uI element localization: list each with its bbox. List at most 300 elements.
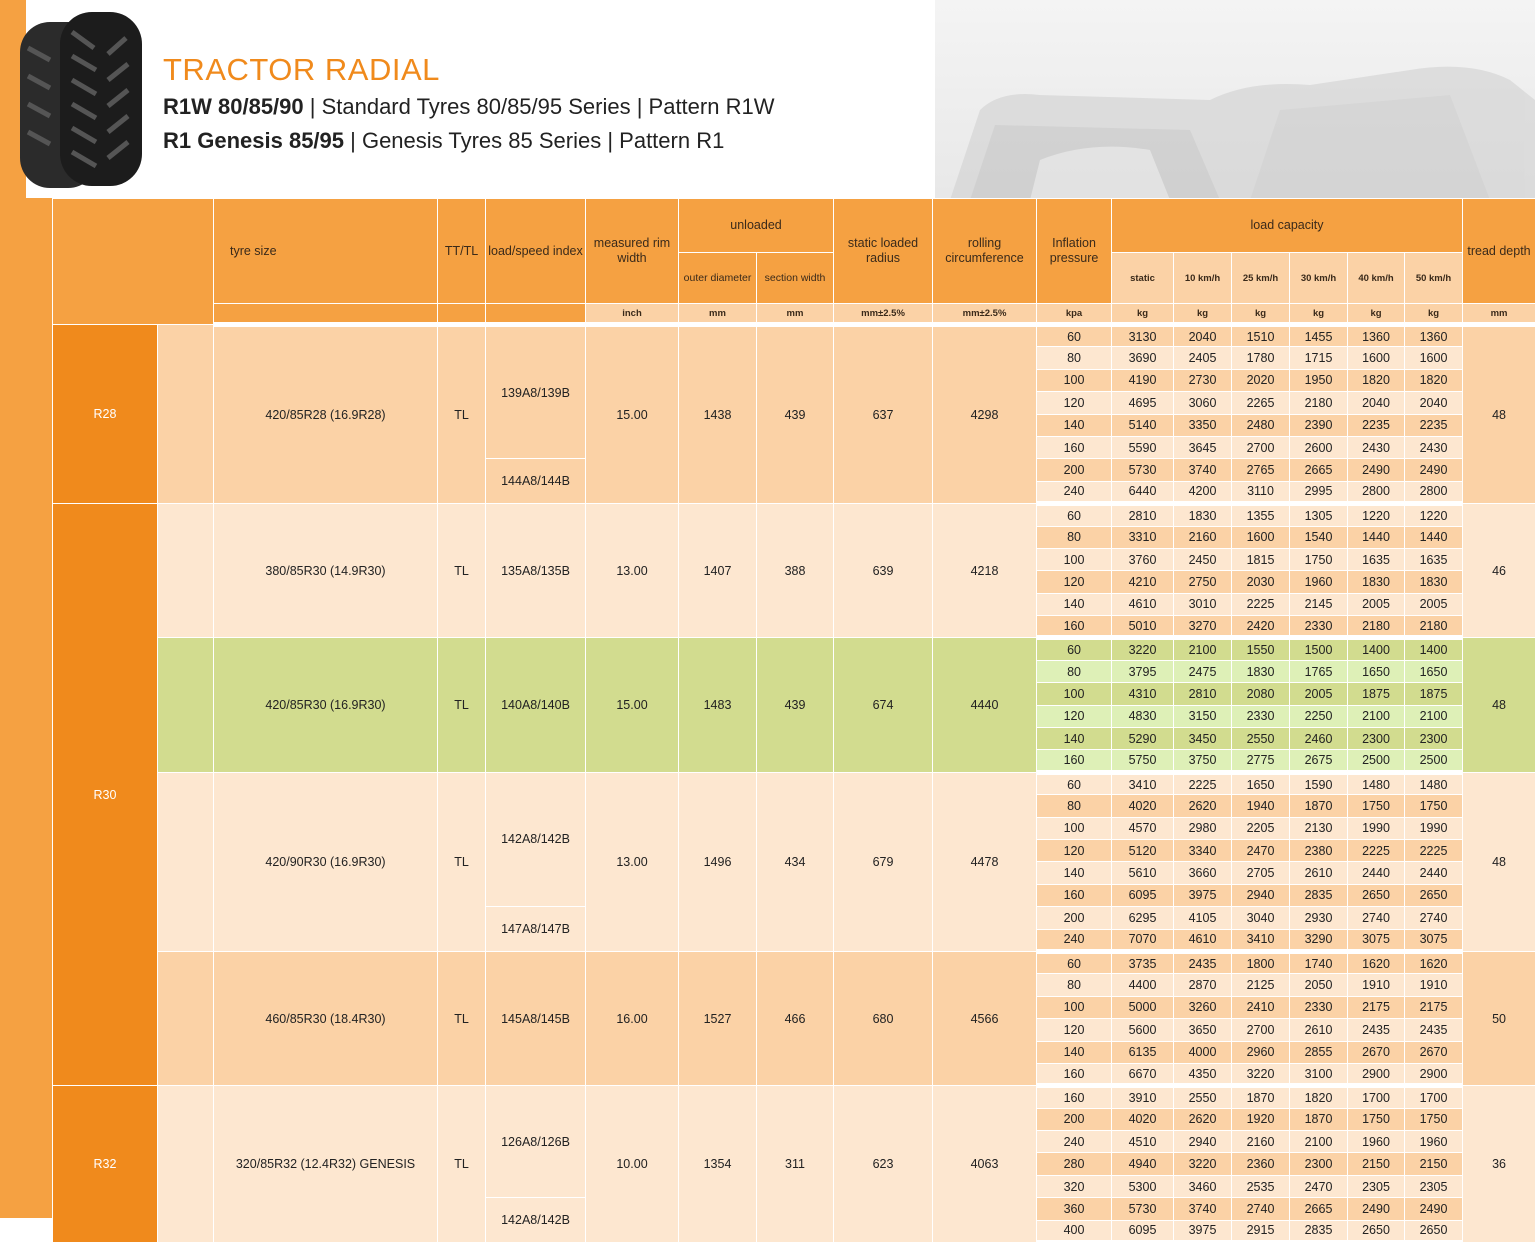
load-capacity-value: 3735: [1112, 951, 1174, 973]
load-capacity-value: 1650: [1232, 772, 1290, 794]
load-capacity-value: 1360: [1405, 325, 1463, 347]
load-capacity-value: 5590: [1112, 436, 1174, 458]
load-capacity-value: 1480: [1348, 772, 1405, 794]
load-capacity-value: 2175: [1348, 996, 1405, 1018]
pressure-value: 140: [1037, 862, 1112, 884]
tyre-size-value: 420/90R30 (16.9R30): [214, 772, 438, 951]
load-capacity-value: 1400: [1348, 638, 1405, 660]
load-capacity-value: 3410: [1112, 772, 1174, 794]
rim-size-label: R32: [53, 1086, 158, 1243]
load-capacity-value: 2410: [1232, 996, 1290, 1018]
load-capacity-value: 2145: [1290, 593, 1348, 615]
col-outer-diameter: outer diameter: [679, 253, 757, 304]
unit-blank-size: [214, 304, 438, 325]
unit-load-30: kg: [1290, 304, 1348, 325]
section-width-value: 434: [757, 772, 834, 951]
load-capacity-value: 4210: [1112, 571, 1174, 593]
load-capacity-value: 2380: [1290, 839, 1348, 861]
load-capacity-value: 6095: [1112, 884, 1174, 906]
pressure-value: 320: [1037, 1175, 1112, 1197]
load-capacity-value: 3660: [1174, 862, 1232, 884]
load-capacity-value: 1700: [1348, 1086, 1405, 1108]
load-capacity-value: 2980: [1174, 817, 1232, 839]
unit-load-25: kg: [1232, 304, 1290, 325]
load-capacity-value: 1455: [1290, 325, 1348, 347]
load-capacity-value: 1830: [1348, 571, 1405, 593]
pressure-value: 60: [1037, 325, 1112, 347]
load-capacity-value: 2995: [1290, 481, 1348, 503]
load-capacity-value: 2005: [1290, 683, 1348, 705]
load-capacity-value: 2435: [1405, 1019, 1463, 1041]
load-capacity-value: 2180: [1348, 616, 1405, 638]
pressure-value: 280: [1037, 1153, 1112, 1175]
pressure-value: 240: [1037, 1131, 1112, 1153]
load-capacity-value: 3740: [1174, 459, 1232, 481]
pressure-value: 120: [1037, 392, 1112, 414]
load-capacity-value: 3100: [1290, 1063, 1348, 1085]
load-capacity-value: 2100: [1174, 638, 1232, 660]
load-capacity-value: 1440: [1348, 526, 1405, 548]
load-capacity-value: 2650: [1348, 884, 1405, 906]
unit-load-40: kg: [1348, 304, 1405, 325]
load-capacity-value: 3075: [1348, 929, 1405, 951]
pressure-value: 80: [1037, 526, 1112, 548]
load-capacity-value: 4350: [1174, 1063, 1232, 1085]
load-capacity-value: 1620: [1405, 951, 1463, 973]
load-capacity-value: 3740: [1174, 1198, 1232, 1220]
load-capacity-value: 1500: [1290, 638, 1348, 660]
load-capacity-value: 4570: [1112, 817, 1174, 839]
rolling-circumference-value: 4298: [933, 325, 1037, 504]
load-capacity-value: 2810: [1174, 683, 1232, 705]
rolling-circumference-value: 4440: [933, 638, 1037, 772]
load-capacity-value: 3110: [1232, 481, 1290, 503]
load-capacity-value: 2300: [1290, 1153, 1348, 1175]
load-capacity-value: 1820: [1348, 369, 1405, 391]
load-capacity-value: 2730: [1174, 369, 1232, 391]
load-capacity-value: 2330: [1290, 996, 1348, 1018]
load-capacity-value: 3795: [1112, 660, 1174, 682]
load-capacity-value: 1400: [1405, 638, 1463, 660]
load-index-value: 140A8/140B: [486, 638, 586, 772]
left-orange-sidebar: [0, 198, 52, 1218]
section-width-value: 388: [757, 504, 834, 638]
load-capacity-value: 2930: [1290, 907, 1348, 929]
load-capacity-value: 4610: [1174, 929, 1232, 951]
pressure-value: 100: [1037, 996, 1112, 1018]
pressure-value: 100: [1037, 817, 1112, 839]
tread-depth-value: 36: [1463, 1086, 1536, 1243]
load-capacity-value: 3410: [1232, 929, 1290, 951]
load-capacity-value: 1620: [1348, 951, 1405, 973]
load-capacity-value: 1220: [1348, 504, 1405, 526]
load-capacity-value: 2855: [1290, 1041, 1348, 1063]
col-speed-25: 25 km/h: [1232, 253, 1290, 304]
load-capacity-value: 3750: [1174, 750, 1232, 772]
pressure-value: 80: [1037, 974, 1112, 996]
load-capacity-value: 5140: [1112, 414, 1174, 436]
load-capacity-value: 1910: [1405, 974, 1463, 996]
load-capacity-value: 2535: [1232, 1175, 1290, 1197]
load-capacity-value: 2225: [1174, 772, 1232, 794]
load-capacity-value: 2600: [1290, 436, 1348, 458]
pressure-value: 140: [1037, 1041, 1112, 1063]
blank-spacer-cell: [158, 504, 214, 638]
subtitle-2-rest: | Genesis Tyres 85 Series | Pattern R1: [344, 128, 725, 153]
tyre-spec-table: [52, 198, 1536, 1245]
load-capacity-value: 2900: [1405, 1063, 1463, 1085]
col-load-capacity: load capacity: [1112, 199, 1463, 253]
pressure-value: 160: [1037, 1086, 1112, 1108]
load-capacity-value: 2740: [1348, 907, 1405, 929]
load-capacity-value: 5290: [1112, 728, 1174, 750]
outer-diameter-value: 1496: [679, 772, 757, 951]
load-index-value: 142A8/142B: [486, 1198, 586, 1243]
load-capacity-value: 2490: [1348, 1198, 1405, 1220]
load-capacity-value: 4695: [1112, 392, 1174, 414]
load-capacity-value: 3450: [1174, 728, 1232, 750]
page-header: [0, 0, 1535, 198]
outer-diameter-value: 1407: [679, 504, 757, 638]
load-capacity-value: 1715: [1290, 347, 1348, 369]
col-speed-static: static: [1112, 253, 1174, 304]
load-capacity-value: 3460: [1174, 1175, 1232, 1197]
load-capacity-value: 3260: [1174, 996, 1232, 1018]
load-capacity-value: 2305: [1405, 1175, 1463, 1197]
load-capacity-value: 3220: [1174, 1153, 1232, 1175]
load-capacity-value: 2700: [1232, 436, 1290, 458]
load-capacity-value: 2020: [1232, 369, 1290, 391]
load-capacity-value: 3690: [1112, 347, 1174, 369]
load-capacity-value: 6295: [1112, 907, 1174, 929]
load-capacity-value: 1750: [1405, 795, 1463, 817]
subtitle-2-bold: R1 Genesis 85/95: [163, 128, 345, 153]
pressure-value: 80: [1037, 347, 1112, 369]
load-capacity-value: 1510: [1232, 325, 1290, 347]
load-capacity-value: 1960: [1348, 1131, 1405, 1153]
load-capacity-value: 2650: [1405, 884, 1463, 906]
load-capacity-value: 1830: [1232, 660, 1290, 682]
outer-diameter-value: 1438: [679, 325, 757, 504]
load-capacity-value: 2435: [1348, 1019, 1405, 1041]
load-capacity-value: 3150: [1174, 705, 1232, 727]
unit-load-50: kg: [1405, 304, 1463, 325]
rim-size-label: R30: [53, 504, 158, 1086]
load-capacity-value: 2330: [1232, 705, 1290, 727]
load-capacity-value: 2100: [1405, 705, 1463, 727]
table-row: [53, 504, 1536, 526]
load-capacity-value: 1950: [1290, 369, 1348, 391]
load-capacity-value: 2675: [1290, 750, 1348, 772]
load-capacity-value: 2550: [1232, 728, 1290, 750]
load-capacity-value: 2050: [1290, 974, 1348, 996]
load-capacity-value: 2800: [1348, 481, 1405, 503]
tread-depth-value: 48: [1463, 638, 1536, 772]
load-capacity-value: 4400: [1112, 974, 1174, 996]
loaded-radius-value: 639: [834, 504, 933, 638]
pressure-value: 160: [1037, 1063, 1112, 1085]
load-capacity-value: 2470: [1290, 1175, 1348, 1197]
load-capacity-value: 4610: [1112, 593, 1174, 615]
load-index-value: 126A8/126B: [486, 1086, 586, 1198]
load-capacity-value: 1740: [1290, 951, 1348, 973]
load-capacity-value: 5730: [1112, 1198, 1174, 1220]
table-row: [53, 638, 1536, 660]
load-capacity-value: 1440: [1405, 526, 1463, 548]
load-capacity-value: 2265: [1232, 392, 1290, 414]
load-capacity-value: 2305: [1348, 1175, 1405, 1197]
load-capacity-value: 4020: [1112, 795, 1174, 817]
rim-width-value: 16.00: [586, 951, 679, 1085]
unit-radius: mm±2.5%: [834, 304, 933, 325]
pressure-value: 120: [1037, 571, 1112, 593]
load-capacity-value: 2130: [1290, 817, 1348, 839]
section-width-value: 439: [757, 638, 834, 772]
load-capacity-value: 2460: [1290, 728, 1348, 750]
pressure-value: 200: [1037, 459, 1112, 481]
unit-section: mm: [757, 304, 834, 325]
subtitle-line-1: [163, 94, 774, 120]
load-capacity-value: 3060: [1174, 392, 1232, 414]
subtitle-1-rest: | Standard Tyres 80/85/95 Series | Pattern R1W: [303, 94, 775, 119]
col-tt-tl: TT/TL: [438, 199, 486, 304]
load-capacity-value: 2940: [1174, 1131, 1232, 1153]
load-capacity-value: 1815: [1232, 548, 1290, 570]
pressure-value: 200: [1037, 1108, 1112, 1130]
col-rolling-circumference: rolling circumference: [933, 199, 1037, 304]
load-capacity-value: 2150: [1348, 1153, 1405, 1175]
pressure-value: 60: [1037, 504, 1112, 526]
load-capacity-value: 2835: [1290, 884, 1348, 906]
pressure-value: 400: [1037, 1220, 1112, 1242]
load-index-value: 142A8/142B: [486, 772, 586, 906]
load-capacity-value: 5730: [1112, 459, 1174, 481]
unit-load-10: kg: [1174, 304, 1232, 325]
load-capacity-value: 1600: [1405, 347, 1463, 369]
load-capacity-value: 2740: [1232, 1198, 1290, 1220]
unit-blank-index: [486, 304, 586, 325]
blank-spacer-cell: [158, 638, 214, 772]
load-capacity-value: 2160: [1174, 526, 1232, 548]
load-capacity-value: 2300: [1405, 728, 1463, 750]
load-capacity-value: 2470: [1232, 839, 1290, 861]
load-capacity-value: 6440: [1112, 481, 1174, 503]
loaded-radius-value: 679: [834, 772, 933, 951]
load-index-value: 139A8/139B: [486, 325, 586, 459]
load-capacity-value: 3975: [1174, 884, 1232, 906]
col-tyre-size: tyre size: [214, 199, 438, 304]
load-capacity-value: 2450: [1174, 548, 1232, 570]
load-capacity-value: 2490: [1405, 1198, 1463, 1220]
unit-outer: mm: [679, 304, 757, 325]
col-inflation-pressure: Inflation pressure: [1037, 199, 1112, 304]
load-capacity-value: 1990: [1348, 817, 1405, 839]
load-capacity-value: 2250: [1290, 705, 1348, 727]
load-capacity-value: 2040: [1348, 392, 1405, 414]
load-capacity-value: 3075: [1405, 929, 1463, 951]
outer-diameter-value: 1354: [679, 1086, 757, 1243]
outer-diameter-value: 1483: [679, 638, 757, 772]
pressure-value: 160: [1037, 436, 1112, 458]
col-speed-30: 30 km/h: [1290, 253, 1348, 304]
pressure-value: 120: [1037, 705, 1112, 727]
load-capacity-value: 2670: [1348, 1041, 1405, 1063]
tyre-size-value: 420/85R30 (16.9R30): [214, 638, 438, 772]
table-row: [53, 325, 1536, 347]
load-capacity-value: 3220: [1112, 638, 1174, 660]
load-capacity-value: 1750: [1348, 795, 1405, 817]
blank-spacer-cell: [158, 772, 214, 951]
load-capacity-value: 2005: [1405, 593, 1463, 615]
load-capacity-value: 2005: [1348, 593, 1405, 615]
load-capacity-value: 2225: [1405, 839, 1463, 861]
load-capacity-value: 2205: [1232, 817, 1290, 839]
load-capacity-value: 2440: [1348, 862, 1405, 884]
load-capacity-value: 3350: [1174, 414, 1232, 436]
load-capacity-value: 2915: [1232, 1220, 1290, 1242]
load-capacity-value: 7070: [1112, 929, 1174, 951]
section-width-value: 311: [757, 1086, 834, 1243]
load-capacity-value: 2500: [1348, 750, 1405, 772]
col-section-width: section width: [757, 253, 834, 304]
load-capacity-value: 2100: [1348, 705, 1405, 727]
blank-spacer-cell: [158, 1086, 214, 1243]
load-capacity-value: 3975: [1174, 1220, 1232, 1242]
load-capacity-value: 1590: [1290, 772, 1348, 794]
load-capacity-value: 2420: [1232, 616, 1290, 638]
load-capacity-value: 1600: [1232, 526, 1290, 548]
load-capacity-value: 1305: [1290, 504, 1348, 526]
load-capacity-value: 3040: [1232, 907, 1290, 929]
pressure-value: 60: [1037, 772, 1112, 794]
load-capacity-value: 2650: [1405, 1220, 1463, 1242]
load-capacity-value: 2475: [1174, 660, 1232, 682]
pressure-value: 160: [1037, 884, 1112, 906]
load-capacity-value: 1960: [1290, 571, 1348, 593]
load-capacity-value: 2160: [1232, 1131, 1290, 1153]
load-capacity-value: 1700: [1405, 1086, 1463, 1108]
rim-width-value: 15.00: [586, 638, 679, 772]
tt-tl-value: TL: [438, 504, 486, 638]
load-capacity-value: 2225: [1348, 839, 1405, 861]
tt-tl-value: TL: [438, 1086, 486, 1243]
load-capacity-value: 1920: [1232, 1108, 1290, 1130]
load-capacity-value: 4830: [1112, 705, 1174, 727]
load-capacity-value: 2620: [1174, 1108, 1232, 1130]
load-capacity-value: 2765: [1232, 459, 1290, 481]
load-capacity-value: 1940: [1232, 795, 1290, 817]
col-speed-10: 10 km/h: [1174, 253, 1232, 304]
tyre-size-value: 320/85R32 (12.4R32) GENESIS: [214, 1086, 438, 1243]
tread-depth-value: 46: [1463, 504, 1536, 638]
load-capacity-value: 2610: [1290, 1019, 1348, 1041]
rim-width-value: 15.00: [586, 325, 679, 504]
load-capacity-value: 2180: [1290, 392, 1348, 414]
col-static-loaded-radius: static loaded radius: [834, 199, 933, 304]
table-row: [53, 772, 1536, 794]
load-capacity-value: 2435: [1174, 951, 1232, 973]
load-capacity-value: 1765: [1290, 660, 1348, 682]
unit-circ: mm±2.5%: [933, 304, 1037, 325]
load-capacity-value: 1550: [1232, 638, 1290, 660]
load-capacity-value: 2235: [1405, 414, 1463, 436]
load-capacity-value: 1800: [1232, 951, 1290, 973]
load-capacity-value: 1750: [1290, 548, 1348, 570]
pressure-value: 240: [1037, 929, 1112, 951]
load-capacity-value: 5010: [1112, 616, 1174, 638]
load-capacity-value: 4940: [1112, 1153, 1174, 1175]
load-capacity-value: 3270: [1174, 616, 1232, 638]
load-capacity-value: 2235: [1348, 414, 1405, 436]
load-index-value: 135A8/135B: [486, 504, 586, 638]
load-capacity-value: 2810: [1112, 504, 1174, 526]
load-capacity-value: 1875: [1348, 683, 1405, 705]
header-corner: [53, 199, 214, 325]
load-capacity-value: 2405: [1174, 347, 1232, 369]
load-capacity-value: 2360: [1232, 1153, 1290, 1175]
load-capacity-value: 2225: [1232, 593, 1290, 615]
tread-depth-value: 50: [1463, 951, 1536, 1085]
pressure-value: 120: [1037, 1019, 1112, 1041]
load-capacity-value: 1650: [1348, 660, 1405, 682]
pressure-value: 140: [1037, 728, 1112, 750]
load-capacity-value: 3220: [1232, 1063, 1290, 1085]
load-index-value: 145A8/145B: [486, 951, 586, 1085]
load-capacity-value: 3650: [1174, 1019, 1232, 1041]
subtitle-line-2: [163, 128, 724, 154]
loaded-radius-value: 623: [834, 1086, 933, 1243]
tt-tl-value: TL: [438, 772, 486, 951]
subtitle-1-bold: R1W 80/85/90: [163, 94, 304, 119]
load-capacity-value: 2490: [1405, 459, 1463, 481]
load-capacity-value: 1750: [1348, 1108, 1405, 1130]
load-capacity-value: 3910: [1112, 1086, 1174, 1108]
outer-diameter-value: 1527: [679, 951, 757, 1085]
pressure-value: 60: [1037, 951, 1112, 973]
load-capacity-value: 1870: [1290, 795, 1348, 817]
load-capacity-value: 5300: [1112, 1175, 1174, 1197]
load-capacity-value: 2300: [1348, 728, 1405, 750]
col-tread-depth: tread depth: [1463, 199, 1536, 304]
pressure-value: 80: [1037, 795, 1112, 817]
load-capacity-value: 3310: [1112, 526, 1174, 548]
load-capacity-value: 1780: [1232, 347, 1290, 369]
rolling-circumference-value: 4478: [933, 772, 1037, 951]
load-capacity-value: 2330: [1290, 616, 1348, 638]
load-capacity-value: 2700: [1232, 1019, 1290, 1041]
load-capacity-value: 2740: [1405, 907, 1463, 929]
load-capacity-value: 2175: [1405, 996, 1463, 1018]
load-capacity-value: 6670: [1112, 1063, 1174, 1085]
load-capacity-value: 2440: [1405, 862, 1463, 884]
page-title: TRACTOR RADIAL: [163, 52, 440, 87]
tread-depth-value: 48: [1463, 325, 1536, 504]
load-capacity-value: 1360: [1348, 325, 1405, 347]
rim-width-value: 10.00: [586, 1086, 679, 1243]
load-capacity-value: 2100: [1290, 1131, 1348, 1153]
col-load-speed-index: load/speed index: [486, 199, 586, 304]
load-capacity-value: 5600: [1112, 1019, 1174, 1041]
load-capacity-value: 2620: [1174, 795, 1232, 817]
spec-table-body: [53, 325, 1536, 1243]
load-capacity-value: 4000: [1174, 1041, 1232, 1063]
loaded-radius-value: 637: [834, 325, 933, 504]
load-capacity-value: 1540: [1290, 526, 1348, 548]
load-capacity-value: 2390: [1290, 414, 1348, 436]
col-speed-40: 40 km/h: [1348, 253, 1405, 304]
tt-tl-value: TL: [438, 638, 486, 772]
load-capacity-value: 4310: [1112, 683, 1174, 705]
